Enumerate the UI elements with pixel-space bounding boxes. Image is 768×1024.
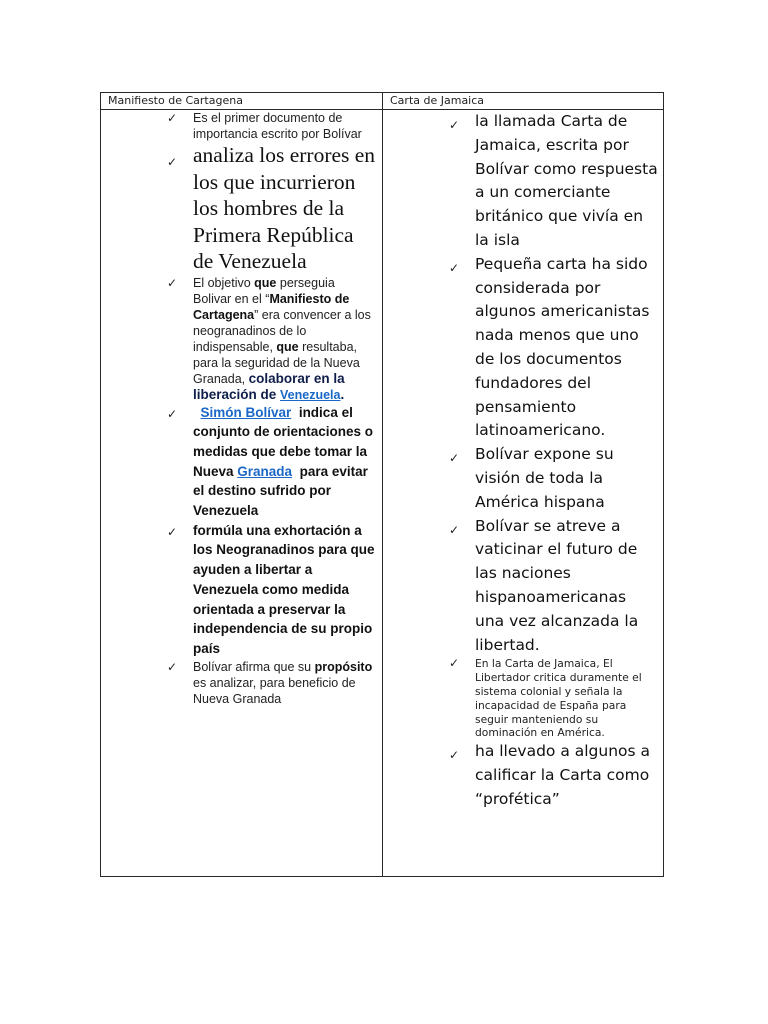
list-item [448, 656, 659, 740]
jamaica-list [383, 110, 659, 812]
keyword: propósito [314, 659, 373, 674]
jamaica-point-3: Bolívar expone su visión de toda la América hispana [475, 445, 614, 511]
check-mark-icon: ✓ [166, 155, 178, 169]
table-header-row [101, 93, 664, 110]
list-item [166, 110, 376, 142]
list-item [166, 275, 376, 403]
check-mark-icon: ✓ [448, 656, 460, 671]
check-mark-icon: ✓ [166, 406, 178, 421]
check-mark-icon: ✓ [448, 260, 460, 275]
venezuela-link[interactable]: Venezuela [280, 387, 341, 402]
cartagena-point-4 [193, 405, 373, 519]
list-item [166, 521, 376, 659]
jamaica-point-5: En la Carta de Jamaica, El Libertador critica duramente el sistema colonial y señala la incapacidad de España para seguir manteniendo su dominación en América. [475, 657, 642, 740]
list-item [448, 110, 659, 253]
check-mark-icon: ✓ [448, 451, 460, 466]
list-item [166, 403, 376, 521]
cartagena-point-3 [193, 276, 371, 402]
granada-link[interactable]: Granada [237, 463, 293, 479]
list-item [166, 142, 376, 275]
check-mark-icon: ✓ [448, 118, 460, 132]
cartagena-point-6 [193, 660, 372, 706]
text-run: es analizar, para beneficio de Nueva Granada [193, 675, 356, 706]
check-mark-icon: ✓ [166, 524, 178, 539]
list-item [448, 253, 659, 443]
jamaica-point-4: Bolívar se atreve a vaticinar el futuro de las naciones hispanoamericanas una vez alcanzada la libertad. [475, 516, 639, 654]
keyword: Manifiesto de Cartagena [193, 291, 350, 322]
jamaica-point-2: Pequeña carta ha sido considerada por algunos americanistas nada menos que uno de los documentos fundadores del pensamiento latinoamericano. [475, 254, 650, 440]
table-body-row [101, 110, 664, 877]
text-run: ” era convencer a los neogranadinos de lo indispensable, [193, 307, 371, 354]
keyword: que [276, 339, 299, 354]
check-mark-icon: ✓ [448, 522, 460, 537]
check-mark-icon: ✓ [166, 111, 178, 125]
jamaica-point-6: ha llevado a algunos a calificar la Carta como “profética” [475, 742, 651, 808]
simon-bolivar-link[interactable]: Simón Bolívar [200, 404, 292, 420]
jamaica-point-1: la llamada Carta de Jamaica, escrita por Bolívar como respuesta a un comerciante británico que vivía en la isla [475, 112, 658, 249]
check-mark-icon: ✓ [448, 748, 460, 763]
text-run: indica el conjunto de orientaciones o medidas que debe tomar la Nueva [193, 404, 374, 479]
check-mark-icon: ✓ [166, 275, 178, 290]
cartagena-point-5: formúla una exhortación a los Neogranadinos para que ayuden a libertar a Venezuela como medida orientada a preservar la independencia de su propio país [193, 522, 375, 656]
text-run: resultaba, para la seguridad de la Nueva Granada, [193, 339, 360, 386]
text-run: El objetivo [193, 275, 255, 290]
cartagena-point-1: Es el primer documento de importancia escrito por Bolívar [193, 111, 362, 141]
keyword: que [254, 275, 277, 290]
cartagena-list [101, 110, 376, 707]
emphasis-text: colaborar en la liberación de [193, 370, 345, 402]
cartagena-point-2: analiza los errores en los que incurrieron los hombres de la Primera República de Venezuela [193, 143, 376, 273]
text-run: perseguia Bolivar en el “ [193, 275, 335, 306]
text-run: . [340, 386, 345, 402]
list-item [448, 443, 659, 514]
list-item [166, 659, 376, 707]
text-run: Bolívar afirma que su [193, 659, 315, 674]
jamaica-cell [383, 110, 664, 877]
list-item [448, 740, 659, 811]
comparison-table [100, 92, 664, 877]
cartagena-cell [101, 110, 383, 877]
header-jamaica: Carta de Jamaica [383, 93, 664, 110]
check-mark-icon: ✓ [166, 659, 178, 674]
text-run: para evitar el destino sufrido por Venezuela [193, 463, 368, 519]
list-item [448, 515, 659, 658]
header-cartagena: Manifiesto de Cartagena [101, 93, 383, 110]
